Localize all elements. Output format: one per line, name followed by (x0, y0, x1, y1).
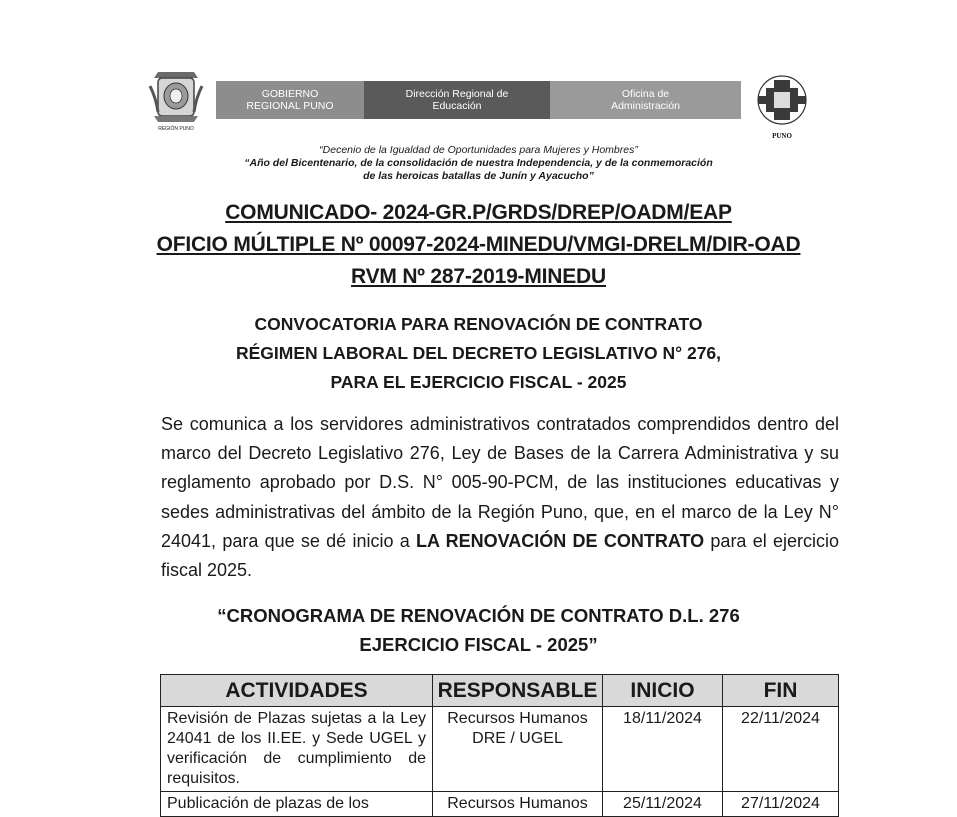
header-gobierno-regional: GOBIERNO REGIONAL PUNO (216, 81, 364, 119)
body-paragraph: Se comunica a los servidores administrativos contratados comprendidos dentro del marco del Decreto Legislativo 276, Ley de Bases de la Carrera Administrativa y su reglamento aprobado por D.S. N° 005-90-PCM, de las instituciones educativas y sedes administrativas del ámbito de la Región Puno, que, en el marco de la Ley N° 24041, para que se dé inicio a LA RENOVACIÓN DE CONTRATO para el ejercicio fiscal 2025. (161, 414, 840, 581)
cell-actividad: Revisión de Plazas sujetas a la Ley 24041 de los II.EE. y Sede UGEL y verificación de cumplimiento de requisitos. (161, 707, 433, 792)
col-inicio: INICIO (603, 675, 723, 707)
region-puno-caption: REGIÓN PUNO (158, 126, 194, 132)
cell-inicio: 18/11/2024 (603, 707, 723, 792)
puno-seal-caption: PUNO (772, 132, 792, 140)
cell-responsable: Recursos Humanos (433, 792, 603, 817)
decenio-line: “Decenio de la Igualdad de Oportunidades para Mujeres y Hombres” (319, 144, 638, 156)
table-row (161, 707, 839, 792)
convocatoria-ejercicio: PARA EL EJERCICIO FISCAL - 2025 (330, 372, 627, 392)
cell-fin: 22/11/2024 (723, 707, 839, 792)
cell-inicio: 25/11/2024 (603, 792, 723, 817)
cell-responsable: Recursos Humanos DRE / UGEL (433, 707, 603, 792)
anio-line-continued: de las heroicas batallas de Junín y Ayacucho” (363, 170, 594, 182)
body-bold-phrase: LA RENOVACIÓN DE CONTRATO (416, 530, 705, 551)
comunicado-reference: COMUNICADO- 2024-GR.P/GRDS/DREP/OADM/EAP (225, 201, 732, 224)
rvm-reference: RVM Nº 287-2019-MINEDU (351, 265, 606, 288)
col-responsable: RESPONSABLE (433, 675, 603, 707)
col-fin: FIN (723, 675, 839, 707)
header-direccion-regional: Dirección Regional de Educación (364, 81, 550, 119)
cell-fin: 27/11/2024 (723, 792, 839, 817)
cronograma-title: “CRONOGRAMA DE RENOVACIÓN DE CONTRATO D.L. 276 (217, 605, 740, 626)
convocatoria-title: CONVOCATORIA PARA RENOVACIÓN DE CONTRATO (254, 314, 703, 334)
gobierno-regional-logo (148, 68, 204, 136)
cronograma-subtitle: EJERCICIO FISCAL - 2025” (359, 634, 598, 655)
col-actividades: ACTIVIDADES (161, 675, 433, 707)
institution-header-band (216, 81, 741, 119)
schedule-table (160, 674, 839, 817)
cell-actividad: Publicación de plazas de los (161, 792, 433, 817)
ministerio-educacion-seal (750, 72, 814, 142)
oficio-multiple-reference: OFICIO MÚLTIPLE Nº 00097-2024-MINEDU/VMGI-DRELM/DIR-OAD (156, 233, 801, 256)
table-header-row (161, 675, 839, 707)
header-oficina-administracion: Oficina de Administración (550, 81, 741, 119)
convocatoria-regimen: RÉGIMEN LABORAL DEL DECRETO LEGISLATIVO N° 276, (235, 343, 722, 363)
table-row (161, 792, 839, 817)
anio-line: “Año del Bicentenario, de la consolidación de nuestra Independencia, y de la conmemoración (244, 157, 713, 169)
